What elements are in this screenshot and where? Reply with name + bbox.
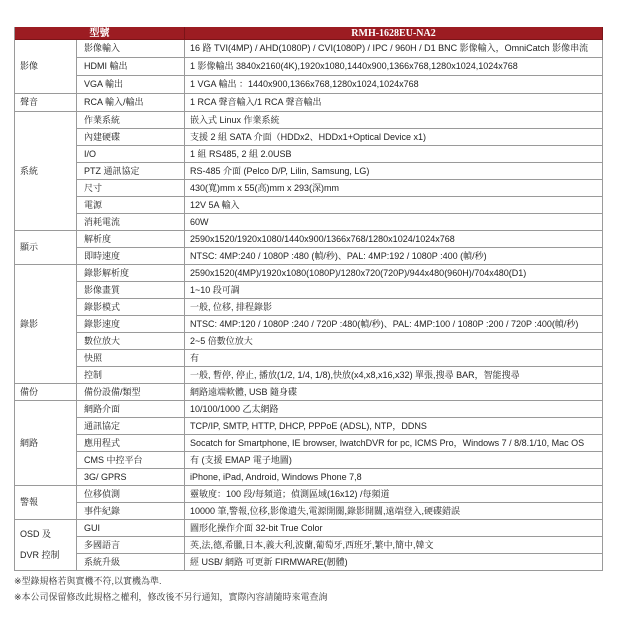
spec-item-label: 內建硬碟 — [77, 129, 185, 146]
spec-item-label: 3G/ GPRS — [77, 469, 185, 486]
spec-item-value: 10000 筆,警報,位移,影像遺失,電源開關,錄影開關,遠端登入,硬碟錯誤 — [185, 503, 603, 520]
spec-item-value: 1 VGA 輸出 ：1440x900,1366x768,1280x1024,1024x768 — [185, 76, 603, 94]
spec-item-label: 錄影模式 — [77, 299, 185, 316]
category-video — [15, 40, 77, 94]
footnote-spec-disclaimer: ※型錄規格若與實機不符,以實機為準. — [14, 576, 162, 586]
spec-item-label: I/O — [77, 146, 185, 163]
spec-item-label: HDMI 輸出 — [77, 58, 185, 76]
spec-item-value: TCP/IP, SMTP, HTTP, DHCP, PPPoE (ADSL), NTP，DDNS — [185, 418, 603, 435]
spec-item-value: 2~5 倍數位放大 — [185, 333, 603, 350]
spec-item-label: 備份設備/類型 — [77, 384, 185, 401]
spec-item-label: 錄影速度 — [77, 316, 185, 333]
spec-item-label: 消耗電流 — [77, 214, 185, 231]
category-audio — [15, 94, 77, 112]
spec-item-label: 應用程式 — [77, 435, 185, 452]
spec-item-value: 1 組 RS485, 2 組 2.0USB — [185, 146, 603, 163]
spec-item-value: 嵌入式 Linux 作業系統 — [185, 112, 603, 129]
spec-item-value: 2590x1520(4MP)/1920x1080(1080P)/1280x720(720P)/944x480(960H)/704x480(D1) — [185, 265, 603, 282]
spec-item-value: RS-485 介面 (Pelco D/P, Lilin, Samsung, LG) — [185, 163, 603, 180]
spec-item-label: 位移偵測 — [77, 486, 185, 503]
spec-item-label: 事件紀錄 — [77, 503, 185, 520]
spec-item-label: 多國語言 — [77, 537, 185, 554]
spec-item-label: 通訊協定 — [77, 418, 185, 435]
category-label-line2: DVR 控制 — [20, 550, 60, 560]
category-label: 聲音 — [20, 97, 39, 107]
category-osd-dvr-control — [15, 520, 77, 571]
category-backup — [15, 384, 77, 401]
spec-item-value: 430(寬)mm x 55(高)mm x 293(深)mm — [185, 180, 603, 197]
spec-item-label: VGA 輸出 — [77, 76, 185, 94]
spec-item-value: NTSC: 4MP:240 / 1080P :480 (幀/秒)、PAL: 4MP:192 / 1080P :400 (幀/秒) — [185, 248, 603, 265]
spec-item-value: 有 (支援 EMAP 電子地圖) — [185, 452, 603, 469]
spec-item-value: iPhone, iPad, Android, Windows Phone 7,8 — [185, 469, 603, 486]
category-alarm — [15, 486, 77, 520]
spec-item-value: 圖形化操作介面 32-bit True Color — [185, 520, 603, 537]
spec-item-label: CMS 中控平台 — [77, 452, 185, 469]
spec-item-value: 靈敏度：100 段/每頻道；偵測區域(16x12) /每頻道 — [185, 486, 603, 503]
spec-item-value: 1~10 段可調 — [185, 282, 603, 299]
spec-item-label: 即時速度 — [77, 248, 185, 265]
spec-item-value: 12V 5A 輸入 — [185, 197, 603, 214]
spec-item-value: 16 路 TVI(4MP) / AHD(1080P) / CVI(1080P) / IPC / 960H / D1 BNC 影像輸入，OmniCatch 影像串流 — [185, 40, 603, 58]
category-display — [15, 231, 77, 265]
spec-item-label: 錄影解析度 — [77, 265, 185, 282]
spec-item-value: Socatch for Smartphone, IE browser, IwatchDVR for pc, ICMS Pro，Windows 7 / 8/8.1/10, Mac OS — [185, 435, 603, 452]
spec-item-value: 60W — [185, 214, 603, 231]
spec-item-value: 一般, 暫停, 停止, 播放(1/2, 1/4, 1/8),快放(x4,x8,x16,x32) 單張,搜尋 BAR，智能搜尋 — [185, 367, 603, 384]
spec-item-value: 1 影像輸出 3840x2160(4K),1920x1080,1440x900,1366x768,1280x1024,1024x768 — [185, 58, 603, 76]
category-label: 備份 — [20, 386, 39, 397]
model-label: 型號 — [15, 27, 185, 40]
spec-item-label: 影像輸入 — [77, 40, 185, 58]
spec-item-label: GUI — [77, 520, 185, 537]
spec-item-label: 尺寸 — [77, 180, 185, 197]
spec-item-value: 網路遠端軟體, USB 隨身碟 — [185, 384, 603, 401]
category-label: 系統 — [20, 165, 39, 176]
category-label: 顯示 — [20, 242, 39, 252]
spec-item-value: NTSC: 4MP:120 / 1080P :240 / 720P :480(幀/秒)、PAL: 4MP:100 / 1080P :200 / 720P :400(幀/秒) — [185, 316, 603, 333]
spec-item-value: 10/100/1000 乙太網路 — [185, 401, 603, 418]
spec-item-value: 支援 2 組 SATA 介面（HDDx2、HDDx1+Optical Device x1) — [185, 129, 603, 146]
spec-item-value: 有 — [185, 350, 603, 367]
spec-item-label: RCA 輸入/輸出 — [77, 94, 185, 112]
spec-table — [14, 27, 603, 571]
spec-item-label: 快照 — [77, 350, 185, 367]
category-system — [15, 112, 77, 231]
category-label: 警報 — [20, 497, 39, 507]
spec-item-value: 2590x1520/1920x1080/1440x900/1366x768/1280x1024/1024x768 — [185, 231, 603, 248]
spec-item-label: 網路介面 — [77, 401, 185, 418]
model-value: RMH-1628EU-NA2 — [185, 27, 603, 40]
spec-item-value: 一般, 位移, 排程錄影 — [185, 299, 603, 316]
spec-item-label: 作業系統 — [77, 112, 185, 129]
category-label: 影像 — [20, 61, 39, 71]
spec-item-label: 系統升級 — [77, 554, 185, 571]
category-network — [15, 401, 77, 486]
category-label: 錄影 — [20, 318, 39, 329]
footnote-rights-reserved: ※本公司保留修改此規格之權利，修改後不另行通知，實際內容請隨時來電查詢 — [14, 592, 328, 602]
spec-item-label: 影像畫質 — [77, 282, 185, 299]
spec-item-label: 解析度 — [77, 231, 185, 248]
spec-item-label: 電源 — [77, 197, 185, 214]
spec-item-value: 經 USB/ 網路 可更新 FIRMWARE(韌體) — [185, 554, 603, 571]
spec-item-label: PTZ 通訊協定 — [77, 163, 185, 180]
spec-item-value: 1 RCA 聲音輸入/1 RCA 聲音輸出 — [185, 94, 603, 112]
category-label-line1: OSD 及 — [20, 529, 52, 539]
category-label: 網路 — [20, 437, 39, 448]
spec-item-label: 數位放大 — [77, 333, 185, 350]
spec-item-label: 控制 — [77, 367, 185, 384]
spec-item-value: 英,法,德,希臘,日本,義大利,波蘭,葡萄牙,西班牙,繁中,簡中,韓文 — [185, 537, 603, 554]
category-recording — [15, 265, 77, 384]
